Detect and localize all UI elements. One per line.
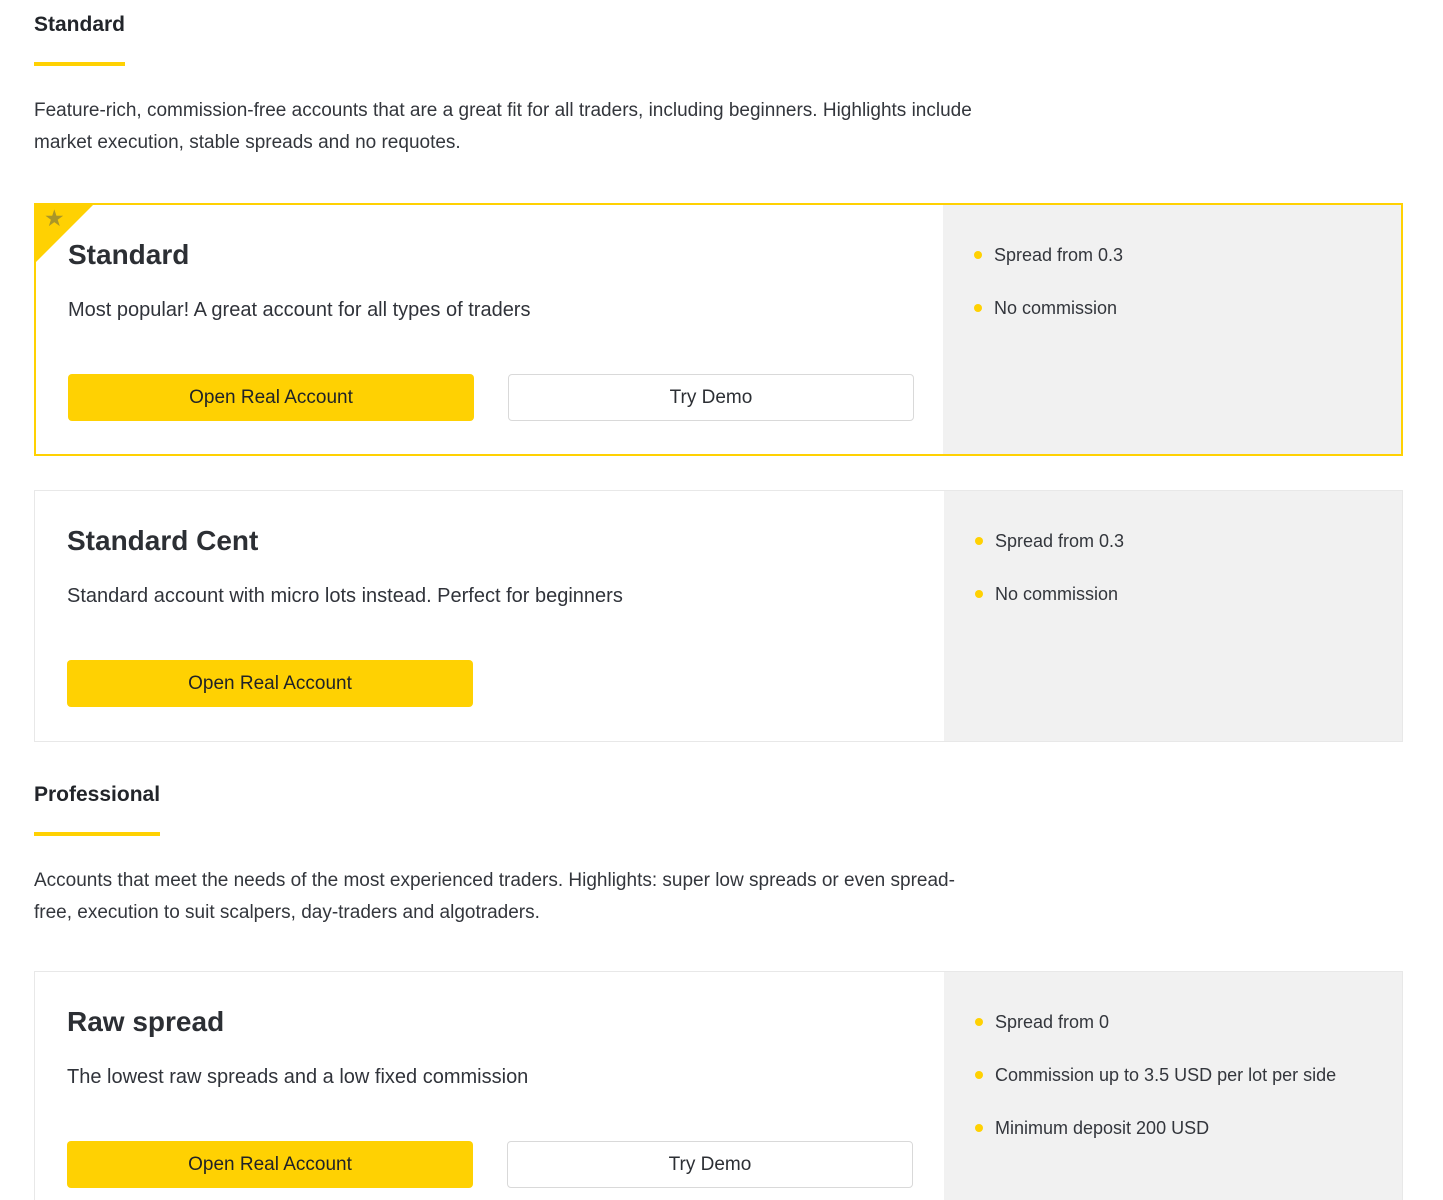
feature-text: Spread from 0.3 <box>995 531 1125 551</box>
try-demo-button[interactable]: Try Demo <box>507 1141 913 1188</box>
bullet-dot-icon <box>975 1124 983 1132</box>
feature-item <box>975 1117 1382 1139</box>
feature-text: No commission <box>994 298 1118 318</box>
section-description-standard: Feature-rich, commission-free accounts that are a great fit for all traders, including beginners. Highlights include market execution, stable spreads and no requotes. <box>34 100 972 153</box>
card-buttons <box>67 660 944 707</box>
feature-item <box>975 1011 1382 1033</box>
feature-item <box>975 583 1382 605</box>
bullet-dot-icon <box>975 1071 983 1079</box>
open-real-account-button[interactable]: Open Real Account <box>68 374 474 421</box>
account-card-standard <box>34 203 1403 456</box>
feature-text: No commission <box>995 584 1119 604</box>
card-subtitle: The lowest raw spreads and a low fixed commission <box>67 1066 529 1088</box>
bullet-dot-icon <box>975 590 983 598</box>
bullet-dot-icon <box>974 251 982 259</box>
card-title: Standard <box>68 239 190 270</box>
open-real-account-button[interactable]: Open Real Account <box>67 660 473 707</box>
account-card-standard-cent <box>34 490 1403 742</box>
bullet-dot-icon <box>975 537 983 545</box>
feature-item <box>975 1064 1382 1086</box>
card-buttons <box>67 1141 944 1188</box>
feature-text: Minimum deposit 200 USD <box>995 1118 1210 1138</box>
card-raw-spread-features-panel <box>944 972 1402 1200</box>
open-real-account-button[interactable]: Open Real Account <box>67 1141 473 1188</box>
feature-text: Spread from 0.3 <box>994 245 1124 265</box>
feature-text: Commission up to 3.5 USD per lot per side <box>995 1065 1337 1085</box>
section-heading-standard: Standard <box>34 12 125 66</box>
card-title: Standard Cent <box>67 525 259 556</box>
bullet-dot-icon <box>975 1018 983 1026</box>
star-icon: ★ <box>44 205 65 231</box>
feature-list <box>975 1011 1382 1139</box>
card-standard-cent-features-panel <box>944 491 1402 741</box>
try-demo-button[interactable]: Try Demo <box>508 374 914 421</box>
card-standard-main <box>36 205 943 454</box>
bullet-dot-icon <box>974 304 982 312</box>
feature-item <box>974 244 1381 266</box>
feature-item <box>975 530 1382 552</box>
account-card-raw-spread <box>34 971 1403 1200</box>
card-buttons <box>68 374 943 421</box>
card-standard-cent-main <box>35 491 944 741</box>
card-standard-features-panel <box>943 205 1401 454</box>
feature-list <box>975 530 1382 605</box>
card-title: Raw spread <box>67 1006 225 1037</box>
feature-text: Spread from 0 <box>995 1012 1110 1032</box>
card-subtitle: Most popular! A great account for all types of traders <box>68 299 531 321</box>
feature-list <box>974 244 1381 319</box>
card-subtitle: Standard account with micro lots instead. Perfect for beginners <box>67 585 623 607</box>
section-heading-professional: Professional <box>34 782 160 836</box>
feature-item <box>974 297 1381 319</box>
card-raw-spread-main <box>35 972 944 1200</box>
section-description-professional: Accounts that meet the needs of the most experienced traders. Highlights: super low spreads or even spread-free, execution to suit scalpers, day-traders and algotraders. <box>34 870 955 923</box>
